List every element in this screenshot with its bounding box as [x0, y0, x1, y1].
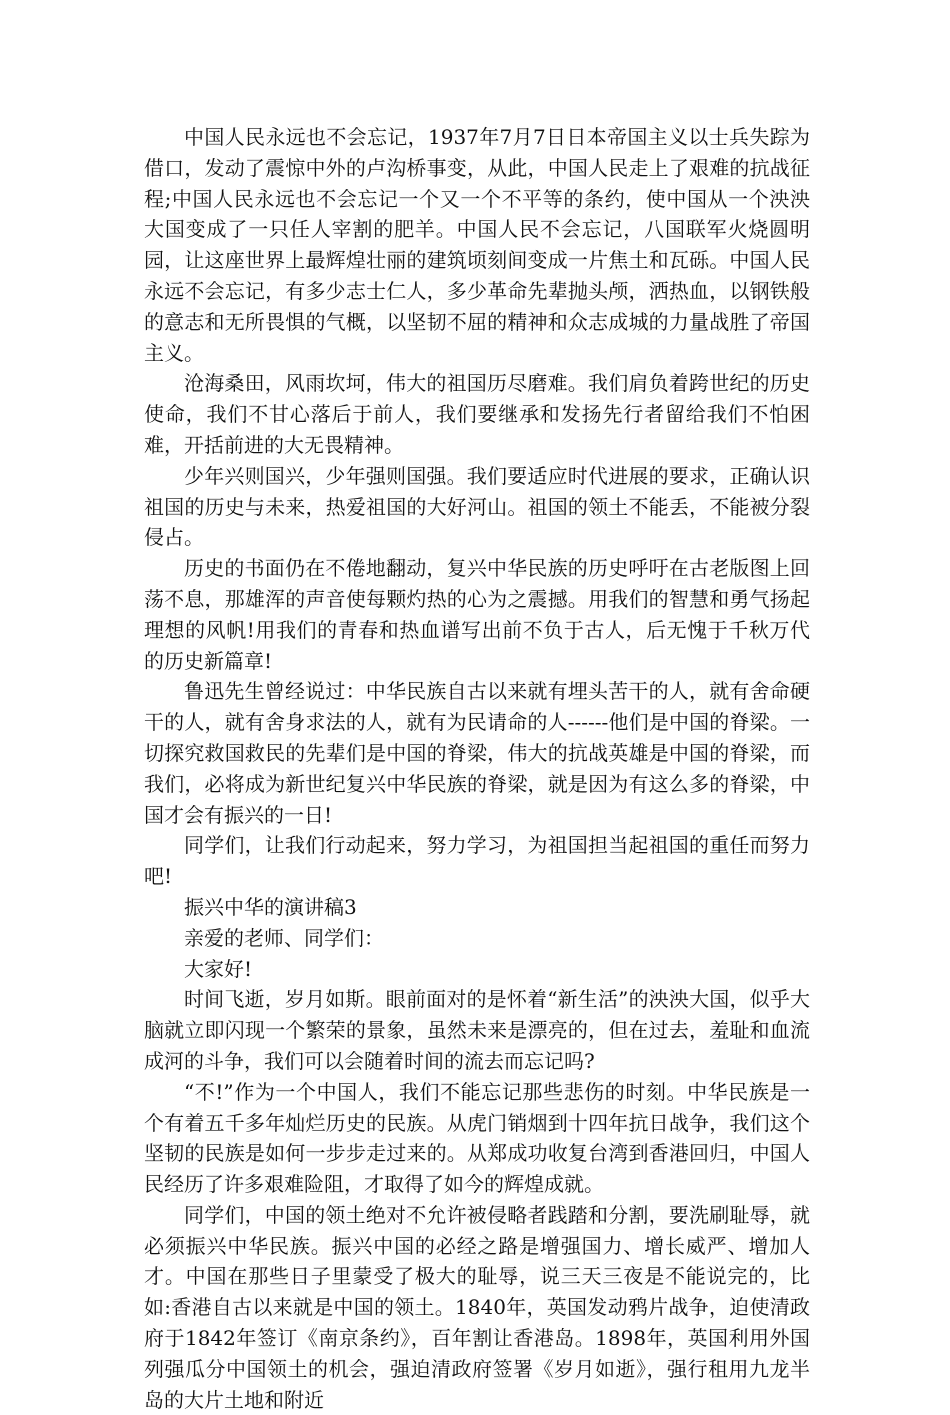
paragraph-1: 中国人民永远也不会忘记，1937年7月7日日本帝国主义以士兵失踪为借口，发动了震惊中外的卢沟桥事变，从此，中国人民走上了艰难的抗战征程;中国人民永远也不会忘记一个又一个不平等的条约，使中国从一个泱泱大国变成了一只任人宰割的肥羊。中国人民不会忘记，八国联军火烧圆明园，让这座世界上最辉煌壮丽的建筑顷刻间变成一片焦土和瓦砾。中国人民永远不会忘记，有多少志士仁人，多少革命先辈抛头颅，洒热血，以钢铁般的意志和无所畏惧的气概，以坚韧不屈的精神和众志成城的力量战胜了帝国主义。	[144, 125, 810, 365]
greeting: 大家好!	[184, 956, 253, 981]
paragraph-6: 同学们，让我们行动起来，努力学习，为祖国担当起祖国的重任而努力吧!	[144, 833, 810, 889]
paragraph-8: “不!”作为一个中国人，我们不能忘记那些悲伤的时刻。中华民族是一个有着五千多年灿烂历史的民族。从虎门销烟到十四年抗日战争，我们这个坚韧的民族是如何一步步走过来的。从郑成功收复台湾到香港回归，中国人民经历了许多艰难险阻，才取得了如今的辉煌成就。	[144, 1079, 810, 1197]
speech-title: 振兴中华的演讲稿3	[184, 894, 357, 919]
paragraph-4: 历史的书面仍在不倦地翻动，复兴中华民族的历史呼吁在古老版图上回荡不息，那雄浑的声音使每颗灼热的心为之震撼。用我们的智慧和勇气扬起理想的风帆!用我们的青春和热血谱写出前不负于古人，后无愧于千秋万代的历史新篇章!	[144, 556, 810, 673]
paragraph-5: 鲁迅先生曾经说过：中华民族自古以来就有埋头苦干的人，就有舍命硬干的人，就有舍身求法的人，就有为民请命的人------他们是中国的脊梁。一切探究救国救民的先辈们是中国的脊梁，伟大的抗战英雄是中国的脊梁，而我们，必将成为新世纪复兴中华民族的脊梁，就是因为有这么多的脊梁，中国才会有振兴的一日!	[144, 679, 810, 827]
paragraph-3: 少年兴则国兴，少年强则国强。我们要适应时代进展的要求，正确认识祖国的历史与未来，热爱祖国的大好河山。祖国的领土不能丢，不能被分裂侵占。	[144, 463, 810, 550]
paragraph-7: 时间飞逝，岁月如斯。眼前面对的是怀着“新生活”的泱泱大国，似乎大脑就立即闪现一个繁荣的景象，虽然未来是漂亮的，但在过去，羞耻和血流成河的斗争，我们可以会随着时间的流去而忘记吗?	[144, 987, 810, 1073]
document-body	[144, 122, 810, 1415]
salutation: 亲爱的老师、同学们：	[184, 925, 384, 950]
paragraph-9: 同学们，中国的领土绝对不允许被侵略者践踏和分割，要洗刷耻辱，就必须振兴中华民族。振兴中国的必经之路是增强国力、增长威严、增加人才。中国在那些日子里蒙受了极大的耻辱，说三天三夜是不能说完的，比如:香港自古以来就是中国的领土。1840年，英国发动鸦片战争，迫使清政府于1842年签订《南京条约》，百年割让香港岛。1898年，英国利用外国列强瓜分中国领土的机会，强迫清政府签署《岁月如逝》，强行租用九龙半岛的大片土地和附近	[144, 1202, 810, 1412]
paragraph-2: 沧海桑田，风雨坎坷，伟大的祖国历尽磨难。我们肩负着跨世纪的历史使命，我们不甘心落后于前人，我们要继承和发扬先行者留给我们不怕困难，开括前进的大无畏精神。	[144, 371, 810, 457]
